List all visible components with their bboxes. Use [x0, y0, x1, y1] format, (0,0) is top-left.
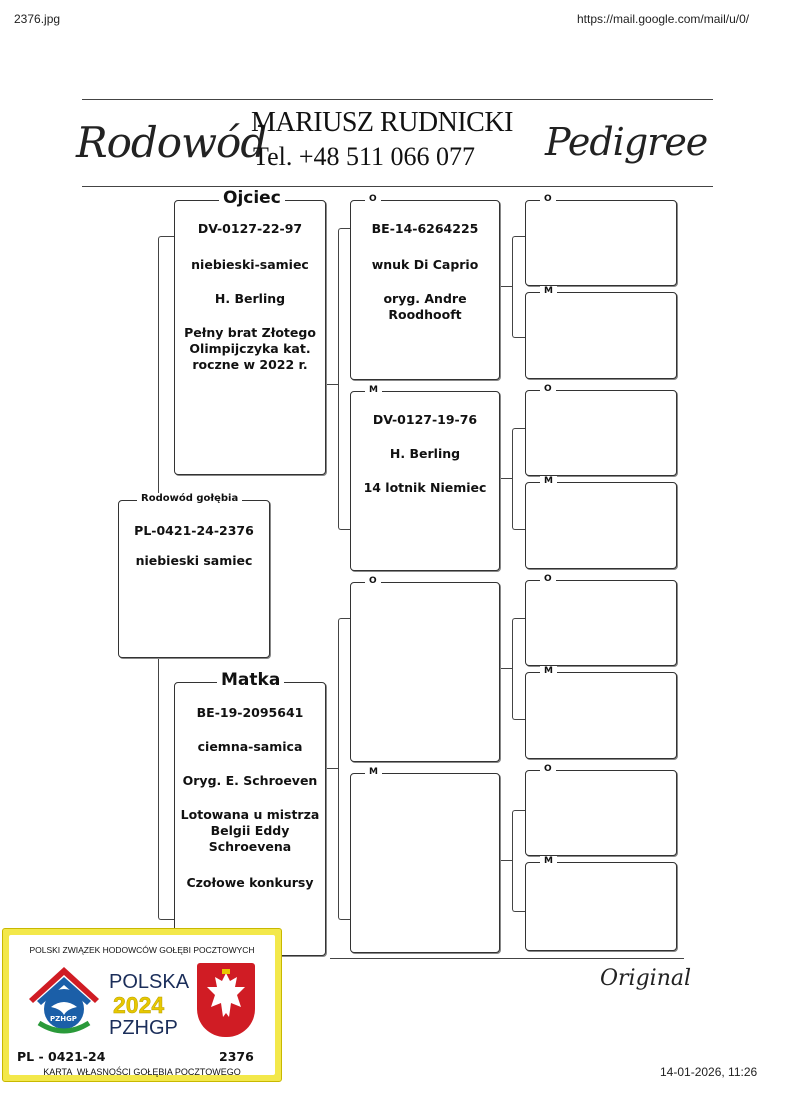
ggp-box — [525, 384, 677, 476]
father-line: H. Berling — [214, 291, 286, 306]
ggp-label: O — [540, 574, 556, 584]
ggp-label: M — [540, 286, 557, 296]
ggp-box — [525, 476, 677, 569]
pigeon-title: Rodowód gołębia — [137, 493, 242, 504]
ggp-label: M — [540, 856, 557, 866]
header-top-rule — [82, 99, 713, 100]
grandparent-box-mm — [350, 767, 500, 953]
gp4-bracket — [512, 810, 526, 912]
mother-line: Lotowana u mistrza Belgii Eddy Schroevena — [180, 807, 320, 854]
bottom-rule — [330, 958, 684, 959]
gp1-stub — [500, 286, 513, 287]
pedigree-script: Pedigree — [545, 120, 708, 164]
ggp-box — [525, 574, 677, 666]
grandparent-box-fm — [350, 385, 500, 571]
gp-line: wnuk Di Caprio — [371, 257, 479, 272]
gp-line: DV-0127-19-76 — [372, 412, 478, 427]
file-name: 2376.jpg — [14, 12, 61, 26]
card-title: KARTA WŁASNOŚCI GOŁĘBIA POCZTOWEGO — [43, 1067, 241, 1077]
gp-line: 14 lotnik Niemiec — [363, 480, 487, 495]
ggp-box — [525, 856, 677, 951]
gp4-stub — [500, 860, 513, 861]
card-inner — [9, 935, 275, 1075]
card-ring-prefix: PL - 0421-24 — [17, 1049, 106, 1064]
father-line: niebieski-samiec — [191, 257, 309, 272]
print-timestamp: 14-01-2026, 11:26 — [660, 1065, 758, 1079]
ggp-box — [525, 286, 677, 379]
ggp-label: O — [540, 764, 556, 774]
mother-line: Czołowe konkursy — [186, 875, 314, 890]
card-association: POLSKI ZWIĄZEK HODOWCÓW GOŁĘBI POCZTOWYCH — [29, 945, 255, 955]
pigeon-ring: PL-0421-24-2376 — [134, 523, 254, 538]
ggp-label: O — [540, 384, 556, 394]
card-org: PZHGP — [109, 1017, 178, 1039]
father-line: DV-0127-22-97 — [197, 221, 303, 236]
mother-stub — [325, 768, 339, 769]
father-title: Ojciec — [219, 188, 285, 208]
gp1-bracket — [512, 236, 526, 338]
gp-label: M — [365, 385, 382, 395]
ggp-box — [525, 666, 677, 759]
mother-line: BE-19-2095641 — [196, 705, 304, 720]
logo-text: PZHGP — [50, 1015, 77, 1023]
card-ring-number: 2376 — [219, 1049, 254, 1064]
pzhgp-logo-icon — [25, 963, 103, 1037]
eagle-emblem-icon — [197, 963, 255, 1037]
pigeon-description: niebieski samiec — [135, 553, 253, 568]
grandparent-box-ff — [350, 194, 500, 380]
gp-label: M — [365, 767, 382, 777]
mother-title: Matka — [217, 670, 284, 690]
mother-line: ciemna-samica — [197, 739, 303, 754]
gp-label: O — [365, 576, 381, 586]
gp3-bracket — [512, 618, 526, 720]
pigeon-box — [118, 493, 270, 658]
father-stub — [325, 384, 339, 385]
gp-line: H. Berling — [389, 446, 461, 461]
ownership-card — [2, 928, 282, 1082]
card-country: POLSKA — [109, 971, 190, 993]
gp-line: BE-14-6264225 — [371, 221, 479, 236]
gp2-bracket — [512, 428, 526, 530]
owner-phone: Tel. +48 511 066 077 — [253, 142, 476, 171]
header-bottom-rule — [82, 186, 713, 187]
original-script: Original — [600, 966, 692, 991]
gp-label: O — [365, 194, 381, 204]
father-line: Pełny brat Złotego Olimpijczyka kat. roczne w 2022 r. — [184, 325, 316, 372]
gp3-stub — [500, 668, 513, 669]
mother-line: Oryg. E. Schroeven — [182, 773, 318, 788]
owner-name: MARIUSZ RUDNICKI — [251, 107, 513, 138]
page-url: https://mail.google.com/mail/u/0/ — [577, 12, 750, 26]
ggp-box — [525, 764, 677, 856]
rodowod-script: Rodowód — [76, 118, 267, 167]
grandparent-box-mf — [350, 576, 500, 762]
mother-box — [174, 670, 326, 956]
card-year: 2024 — [113, 992, 165, 1018]
gp2-stub — [500, 478, 513, 479]
gp-line: oryg. Andre Roodhooft — [383, 291, 467, 322]
ggp-label: M — [540, 476, 557, 486]
ggp-label: M — [540, 666, 557, 676]
father-box — [174, 188, 326, 475]
ggp-label: O — [540, 194, 556, 204]
ggp-box — [525, 194, 677, 286]
